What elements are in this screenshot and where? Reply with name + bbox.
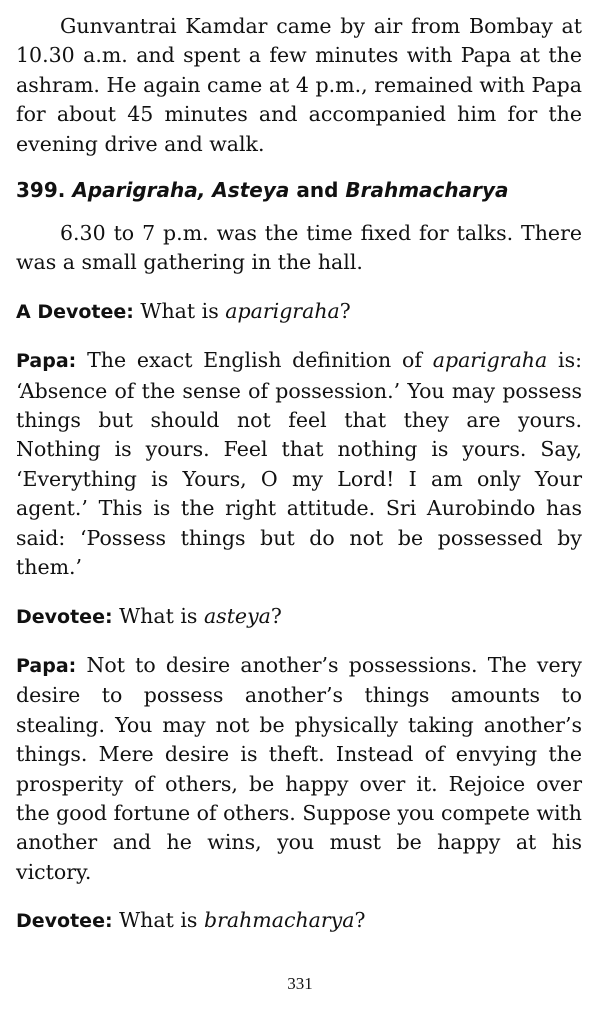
- question-prefix: What is: [119, 908, 198, 933]
- question-prefix: What is: [140, 298, 219, 323]
- speaker-label: Papa:: [16, 654, 77, 677]
- speaker-label: A Devotee:: [16, 300, 134, 323]
- question-prefix: What is: [119, 603, 198, 628]
- section-number: 399.: [16, 178, 66, 203]
- section-title-part2: Brahmacharya: [345, 178, 509, 203]
- answer-aparigraha: [16, 346, 582, 582]
- question-aparigraha: [16, 297, 582, 327]
- section-heading: [16, 175, 582, 205]
- answer-term: aparigraha: [432, 348, 548, 373]
- answer-text: Not to desire another’s possessions. The very desire to possess another’s things amounts to stealing. You may not be physically taking another’s things. Mere desire is theft. Instead of envying the prosperity of others, be happy over it. Rejoice over the good fortune of others. Suppose you compete with another and he wins, you must be happy at his victory.: [16, 652, 582, 884]
- book-page: [16, 12, 582, 937]
- question-mark: ?: [354, 908, 366, 933]
- speaker-label: Papa:: [16, 350, 77, 373]
- speaker-label: Devotee:: [16, 605, 113, 628]
- question-brahmacharya: [16, 906, 582, 936]
- question-term: aparigraha: [225, 298, 340, 323]
- answer-text: is: ‘Absence of the sense of possession.’ You may possess things but should not feel that they are yours. Nothing is yours. Feel that nothing is yours. Say, ‘Everything is Yours, O my Lord! I am only Your agent.’ This is the right attitude. Sri Aurobindo has said: ‘Possess things but do not be possessed by them.’: [16, 348, 582, 580]
- question-term: brahmacharya: [203, 908, 355, 933]
- intro-paragraph: Gunvantrai Kamdar came by air from Bombay at 10.30 a.m. and spent a few minutes with Papa at the ashram. He again came at 4 p.m., remained with Papa for about 45 minutes and accompanied him for the evening drive and walk.: [16, 14, 582, 156]
- section-title-and: and: [296, 178, 339, 203]
- answer-lead: The exact English definition of: [87, 348, 422, 373]
- question-term: asteya: [203, 603, 271, 628]
- page-number: 331: [287, 974, 313, 993]
- question-mark: ?: [270, 603, 282, 628]
- section-title-part1: Aparigraha, Asteya: [72, 178, 290, 203]
- setting-paragraph: 6.30 to 7 p.m. was the time fixed for talks. There was a small gathering in the hall.: [16, 221, 582, 275]
- answer-asteya: [16, 651, 582, 887]
- question-mark: ?: [339, 298, 351, 323]
- speaker-label: Devotee:: [16, 910, 113, 933]
- question-asteya: [16, 602, 582, 632]
